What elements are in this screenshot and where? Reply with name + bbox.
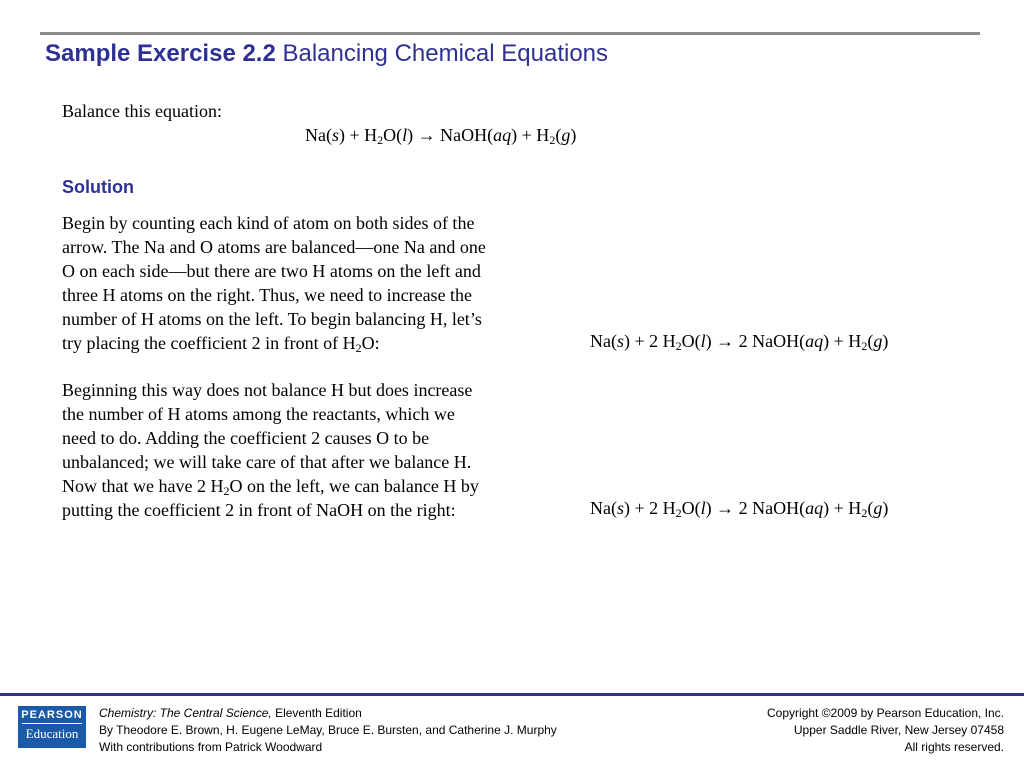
paragraph-line: number of H atoms on the left. To begin balancing H, let’s [62,309,482,329]
equation-step-2: Na(s) + 2 $H_2O(l) \to 2$ NaOH(aq) + $H_2(g)$ [590,498,889,520]
book-title: Chemistry: The Central Science, [99,706,272,720]
pearson-logo [18,706,86,748]
paragraph-line: Begin by counting each kind of atom on both sides of the [62,213,475,233]
footer-contributions: With contributions from Patrick Woodward [99,740,323,754]
title-topic: Balancing Chemical Equations [275,40,609,67]
solution-heading: Solution [62,177,134,197]
top-rule [40,32,980,35]
paragraph-line: arrow. The Na and O atoms are balanced—one Na and one [62,237,486,257]
logo-text-bottom: Education [25,726,79,741]
paragraph-line: three H atoms on the right. Thus, we need to increase the [62,285,473,305]
paragraph-line: Beginning this way does not balance H but does increase [62,380,473,400]
solution-paragraph-2 [62,378,542,522]
copyright-line: Copyright ©2009 by Pearson Education, Inc. [767,706,1004,720]
rights-line: All rights reserved. [904,740,1004,754]
solution-paragraph-1 [62,211,542,355]
paragraph-line: Now that we have 2 $H_2O$ on the left, we can balance H by [62,476,479,498]
paragraph-line: need to do. Adding the coefficient 2 causes O to be [62,428,430,448]
problem-prompt: Balance this equation: [62,101,222,121]
paragraph-line: try placing the coefficient 2 in front of $H_2O$: [62,333,380,355]
address-line: Upper Saddle River, New Jersey 07458 [793,723,1004,737]
footer-copyright [767,705,1004,756]
line-part: Now that we have 2 H [62,476,224,496]
footer-book-info [99,705,557,756]
paragraph-line: putting the coefficient 2 in front of NaOH on the right: [62,500,456,520]
equation-step-1: Na(s) + 2 $H_2O(l) \to 2$ NaOH(aq) + $H_2(g)$ [590,331,889,353]
line-part: O on the left, we can balance H by [229,476,479,496]
paragraph-line: unbalanced; we will take care of that after we balance H. [62,452,472,472]
paragraph-line: O on each side—but there are two H atoms on the left and [62,261,481,281]
book-edition: Eleventh Edition [271,706,362,720]
line-part: O: [361,333,380,353]
paragraph-line: the number of H atoms among the reactants, which we [62,404,455,424]
footer-rule [0,693,1024,696]
slide-title [45,40,608,68]
unbalanced-equation: $Na(s) + H_2O(l)$ → NaOH(aq) + $H_2(g)$ [305,125,577,147]
footer-book-line [99,705,557,722]
logo-text-top: PEARSON [21,709,83,721]
line-part: try placing the coefficient 2 in front of H [62,333,356,353]
title-exercise-number: Sample Exercise 2.2 [45,40,276,67]
footer-authors: By Theodore E. Brown, H. Eugene LeMay, Bruce E. Bursten, and Catherine J. Murphy [99,723,557,737]
logo-divider [22,723,82,724]
